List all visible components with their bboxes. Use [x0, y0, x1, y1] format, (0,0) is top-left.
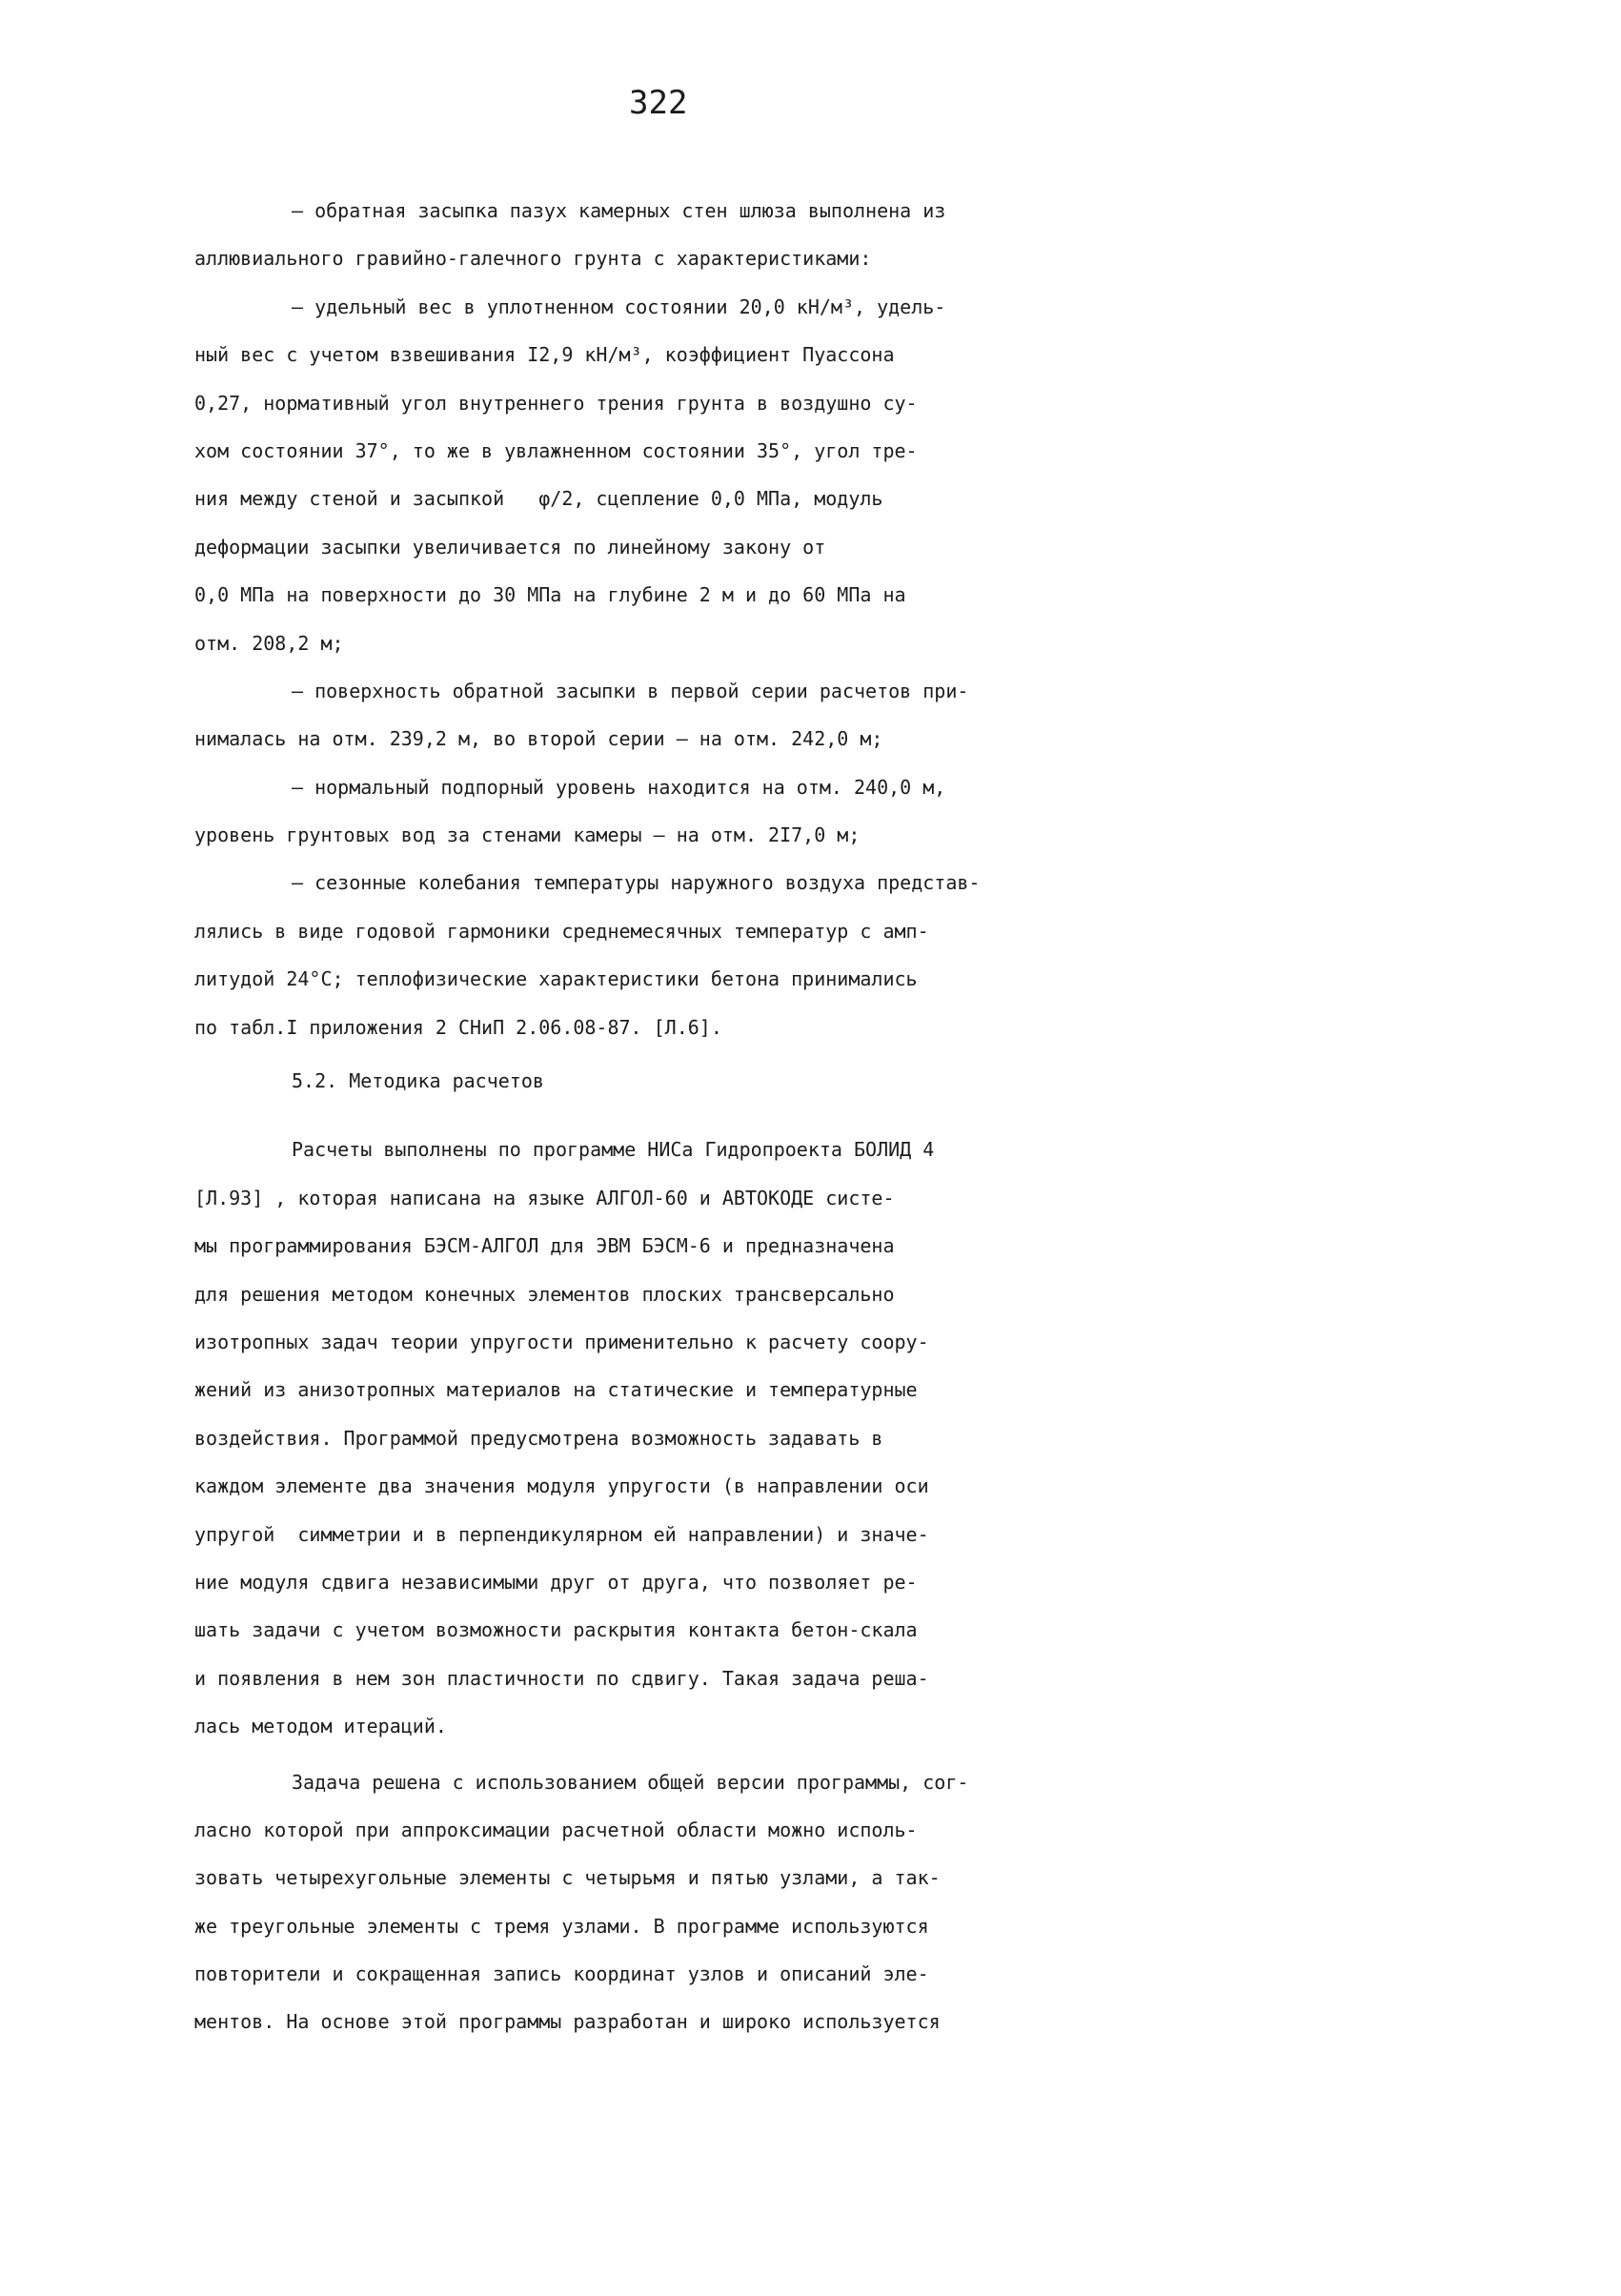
text-line: – нормальный подпорный уровень находится на отм. 240,0 м,: [292, 775, 946, 799]
text-line: ный вес с учетом взвешивания I2,9 кН/м³, коэффициент Пуассона: [194, 343, 895, 367]
text-line: – обратная засыпка пазух камерных стен шлюза выполнена из: [292, 199, 946, 222]
text-line: ния между стеной и засыпкой φ/2, сцепление 0,0 МПа, модуль: [194, 487, 883, 511]
text-line: лялись в виде годовой гармоники среднемесячных температур с амп-: [194, 919, 929, 943]
text-line: каждом элементе два значения модуля упругости (в направлении оси: [194, 1474, 929, 1498]
text-line: лась методом итераций.: [194, 1715, 447, 1738]
text-line: – сезонные колебания температуры наружного воздуха представ-: [292, 871, 981, 895]
text-line: воздействия. Программой предусмотрена возможность задавать в: [194, 1426, 883, 1450]
text-line: деформации засыпки увеличивается по линейному закону от: [194, 535, 826, 559]
text-line: аллювиального гравийно-галечного грунта с характеристиками:: [194, 247, 872, 271]
text-line: уровень грунтовых вод за стенами камеры – на отм. 2I7,0 м;: [194, 823, 861, 847]
page-body: [194, 187, 1471, 2046]
text-line: [Л.93] , которая написана на языке АЛГОЛ-60 и АВТОКОДЕ систе-: [194, 1186, 895, 1209]
text-line: жений из анизотропных материалов на статические и температурные: [194, 1378, 918, 1402]
text-line: – удельный вес в уплотненном состоянии 20,0 кН/м³, удель-: [292, 295, 946, 318]
section-heading: 5.2. Методика расчетов: [292, 1069, 544, 1093]
text-line: упругой симметрии и в перпендикулярном ей направлении) и значе-: [194, 1522, 929, 1546]
text-line: – поверхность обратной засыпки в первой серии расчетов при-: [292, 679, 969, 702]
text-line: отм. 208,2 м;: [194, 631, 344, 655]
page-number: 322: [629, 84, 688, 122]
text-line: нималась на отм. 239,2 м, во второй серии – на отм. 242,0 м;: [194, 727, 883, 751]
text-line: зовать четырехугольные элементы с четырьмя и пятью узлами, а так-: [194, 1866, 941, 1890]
text-line: Задача решена с использованием общей версии программы, сог-: [292, 1770, 969, 1794]
text-line: и появления в нем зон пластичности по сдвигу. Такая задача реша-: [194, 1666, 929, 1690]
text-line: же треугольные элементы с тремя узлами. В программе используются: [194, 1914, 929, 1938]
text-line: повторители и сокращенная запись координат узлов и описаний эле-: [194, 1962, 929, 1986]
text-line: для решения методом конечных элементов плоских трансверсально: [194, 1282, 895, 1306]
text-line: 0,0 МПа на поверхности до 30 МПа на глубине 2 м и до 60 МПа на: [194, 583, 906, 607]
text-line: 0,27, нормативный угол внутреннего трения грунта в воздушно су-: [194, 391, 918, 415]
text-line: изотропных задач теории упругости применительно к расчету соору-: [194, 1330, 929, 1353]
text-line: ласно которой при аппроксимации расчетной области можно исполь-: [194, 1818, 918, 1841]
text-line: шать задачи с учетом возможности раскрытия контакта бетон-скала: [194, 1618, 918, 1642]
text-line: хом состоянии 37°, то же в увлажненном состоянии 35°, угол тре-: [194, 438, 918, 462]
text-line: ментов. На основе этой программы разработан и широко используется: [194, 2010, 941, 2034]
text-line: мы программирования БЭСМ-АЛГОЛ для ЭВМ БЭСМ-6 и предназначена: [194, 1234, 895, 1258]
text-line: Расчеты выполнены по программе НИСа Гидропроекта БОЛИД 4: [292, 1138, 935, 1162]
text-line: литудой 24°С; теплофизические характеристики бетона принимались: [194, 967, 918, 991]
text-line: по табл.I приложения 2 СНиП 2.06.08-87. [Л.6].: [194, 1015, 722, 1039]
text-line: ние модуля сдвига независимыми друг от друга, что позволяет ре-: [194, 1570, 918, 1594]
